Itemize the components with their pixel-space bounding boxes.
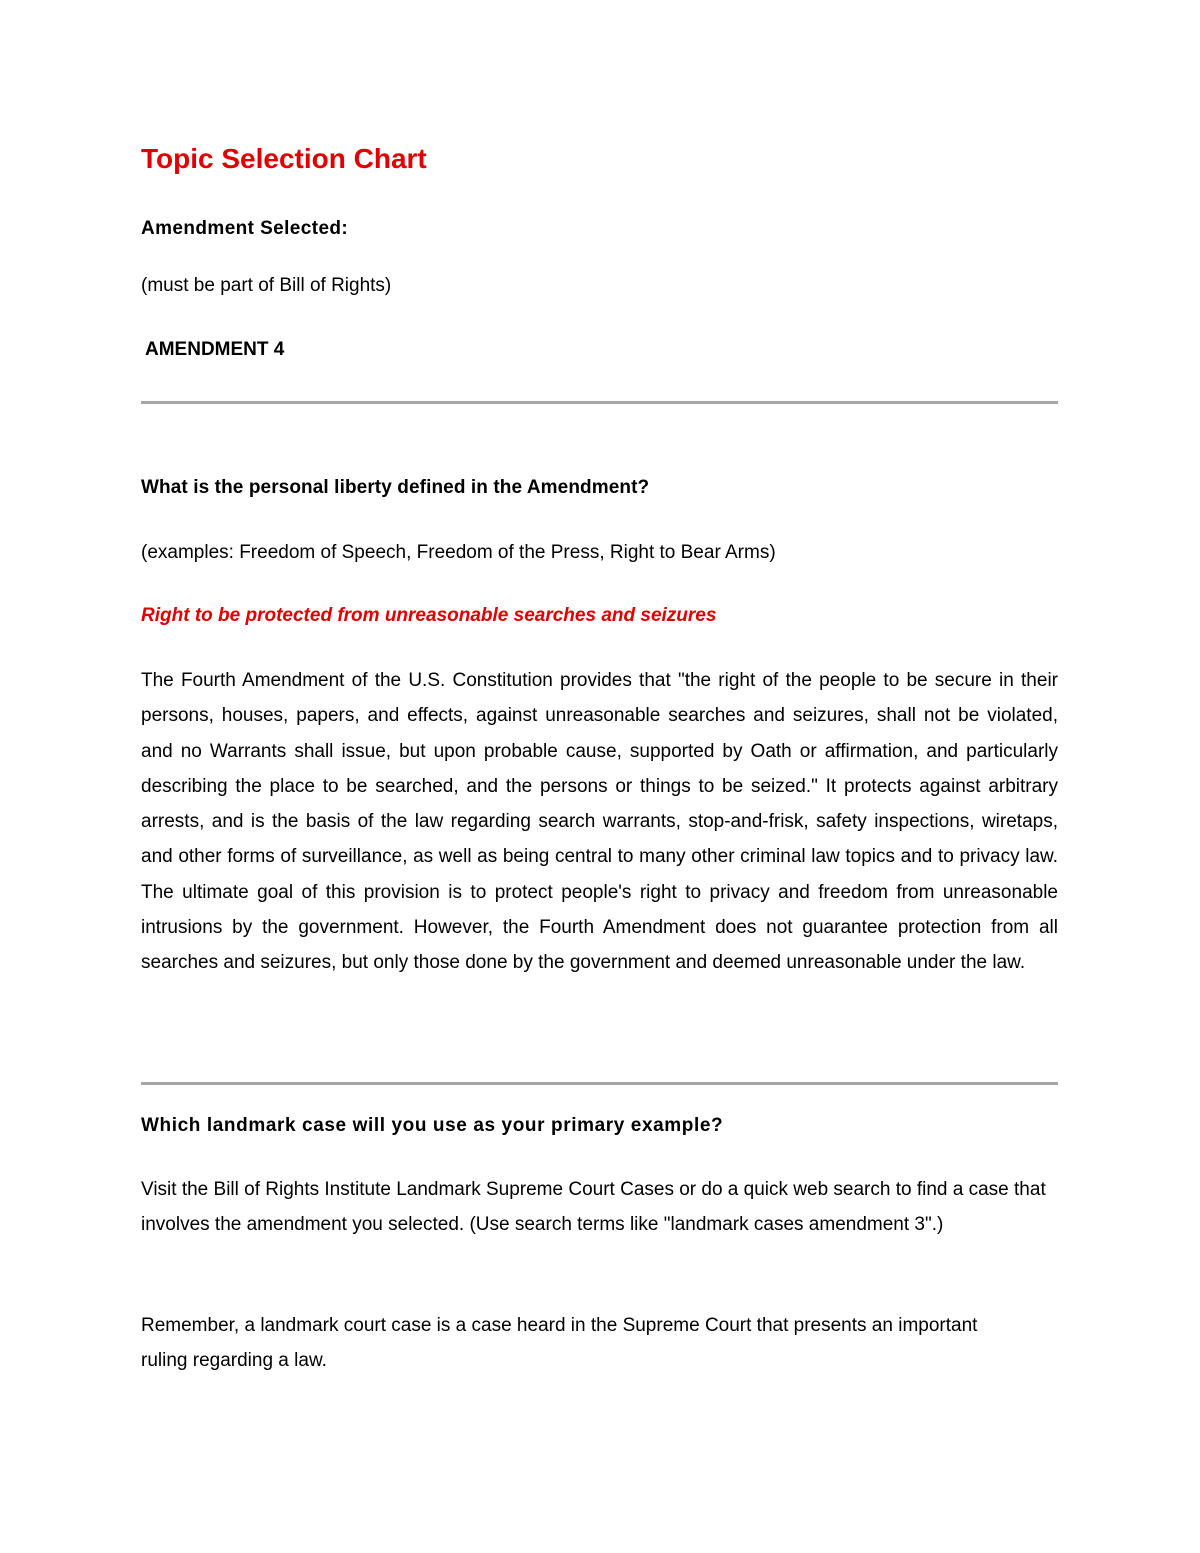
document-page [141, 140, 1058, 1371]
page-title: Topic Selection Chart [141, 143, 427, 174]
amendment-value: AMENDMENT 4 [145, 339, 285, 360]
question-personal-liberty: What is the personal liberty defined in the Amendment? [141, 477, 650, 498]
amendment-label: Amendment Selected: [141, 218, 349, 239]
section-divider-1 [141, 401, 1058, 404]
liberty-explanation: The Fourth Amendment of the U.S. Constitution provides that "the right of the people to be secure in their persons, houses, papers, and effects, against unreasonable searches and seizures, shall not be violated, and no Warrants shall issue, but upon probable cause, supported by Oath or affirmation, and particularly describing the place to be searched, and the persons or things to be seized." It protects against arbitrary arrests, and is the basis of the law regarding search warrants, stop-and-frisk, safety inspections, wiretaps, and other forms of surveillance, as well as being central to many other criminal law topics and to privacy law. The ultimate goal of this provision is to protect people's right to privacy and freedom from unreasonable intrusions by the government. However, the Fourth Amendment does not guarantee protection from all searches and seizures, but only those done by the government and deemed unreasonable under the law. [141, 670, 1058, 974]
liberty-answer: Right to be protected from unreasonable searches and seizures [141, 605, 717, 626]
landmark-reminder: Remember, a landmark court case is a case heard in the Supreme Court that presents an important ruling regarding a law. [141, 1315, 978, 1371]
amendment-note: (must be part of Bill of Rights) [141, 275, 392, 296]
section-divider-2 [141, 1082, 1058, 1085]
question-landmark-case: Which landmark case will you use as your primary example? [141, 1115, 724, 1136]
liberty-examples: (examples: Freedom of Speech, Freedom of the Press, Right to Bear Arms) [141, 542, 776, 563]
landmark-instruction: Visit the Bill of Rights Institute Landmark Supreme Court Cases or do a quick web search to find a case that involves the amendment you selected. (Use search terms like "landmark cases amendment 3".) [141, 1179, 1046, 1235]
